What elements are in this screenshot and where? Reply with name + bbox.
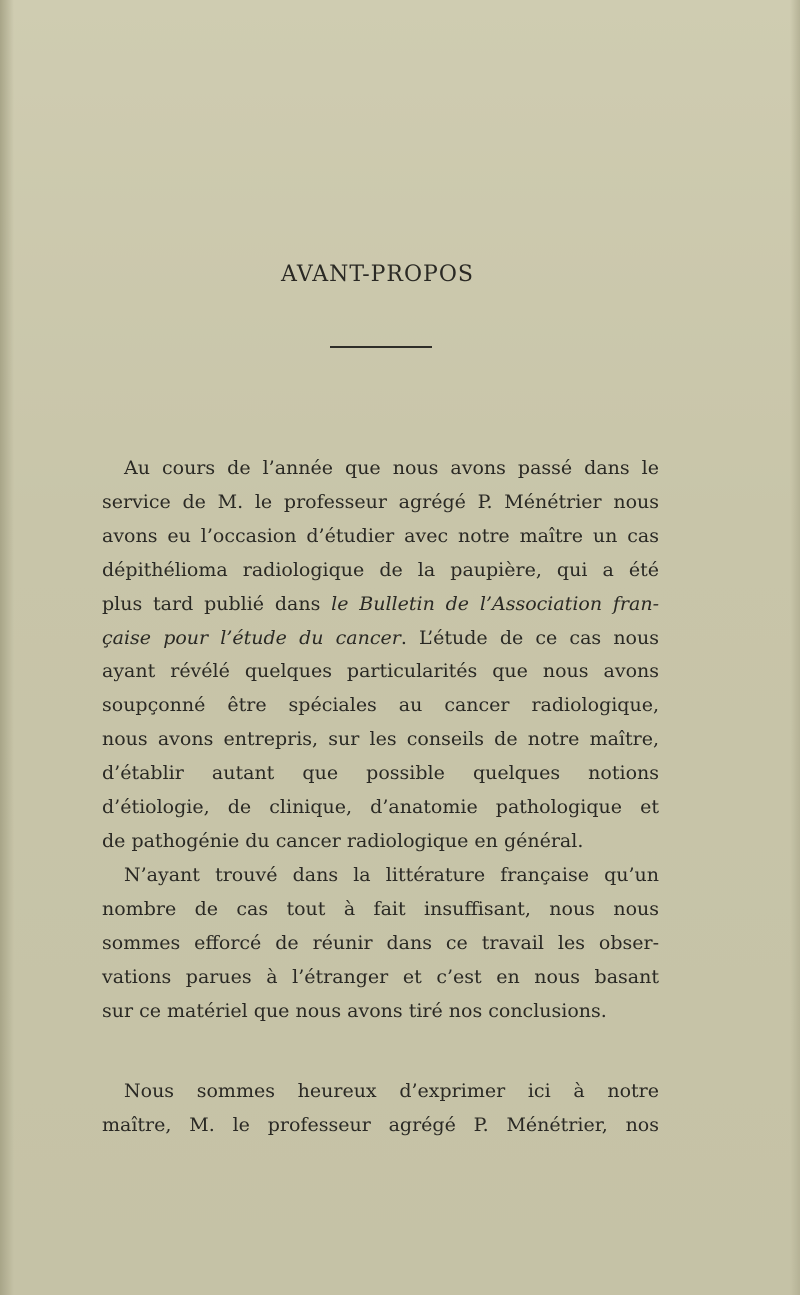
text-line: ayant révélé quelques particularités que nous avons bbox=[102, 660, 659, 683]
page-title: AVANT-PROPOS bbox=[281, 262, 474, 287]
title-divider bbox=[330, 346, 432, 348]
text-line: maître, M. le professeur agrégé P. Ménétrier, nos bbox=[102, 1113, 659, 1136]
text-line: nous avons entrepris, sur les conseils de notre maître, bbox=[102, 728, 659, 751]
journal-title: le Bulletin de l’Association fran- bbox=[331, 592, 659, 615]
journal-title-continued: çaise pour l’étude du cancer bbox=[102, 626, 401, 649]
text-line: sommes efforcé de réunir dans ce travail les obser- bbox=[102, 931, 659, 954]
text-line: dépithélioma radiologique de la paupière, qui a été bbox=[102, 558, 659, 581]
text-line: avons eu l’occasion d’étudier avec notre maître un cas bbox=[102, 524, 659, 547]
text-line: Au cours de l’année que nous avons passé dans le bbox=[124, 457, 659, 479]
text-line: vations parues à l’étranger et c’est en nous basant bbox=[102, 965, 659, 988]
paragraph-introduction bbox=[102, 452, 659, 1028]
text-line: N’ayant trouvé dans la littérature française qu’un bbox=[124, 863, 659, 886]
text-line: sur ce matériel que nous avons tiré nos conclusions. bbox=[102, 999, 607, 1022]
text-line: Nous sommes heureux d’exprimer ici à notre bbox=[124, 1080, 659, 1102]
text-line: de pathogénie du cancer radiologique en général. bbox=[102, 829, 584, 852]
text-line: d’étiologie, de clinique, d’anatomie pathologique et bbox=[102, 796, 659, 819]
page-edge-shadow bbox=[790, 0, 800, 1295]
text-segment: . L’étude de ce cas nous bbox=[400, 626, 659, 649]
text-line bbox=[102, 588, 659, 622]
text-line: service de M. le professeur agrégé P. Ménétrier nous bbox=[102, 490, 659, 513]
text-line: d’établir autant que possible quelques notions bbox=[102, 762, 659, 785]
text-segment: plus tard publié dans bbox=[102, 592, 332, 615]
page-binding-shadow bbox=[0, 0, 14, 1295]
paragraph-acknowledgement bbox=[102, 1075, 659, 1143]
text-line: nombre de cas tout à fait insuffisant, nous nous bbox=[102, 897, 659, 920]
text-line: soupçonné être spéciales au cancer radiologique, bbox=[102, 694, 659, 717]
text-line bbox=[102, 622, 659, 656]
